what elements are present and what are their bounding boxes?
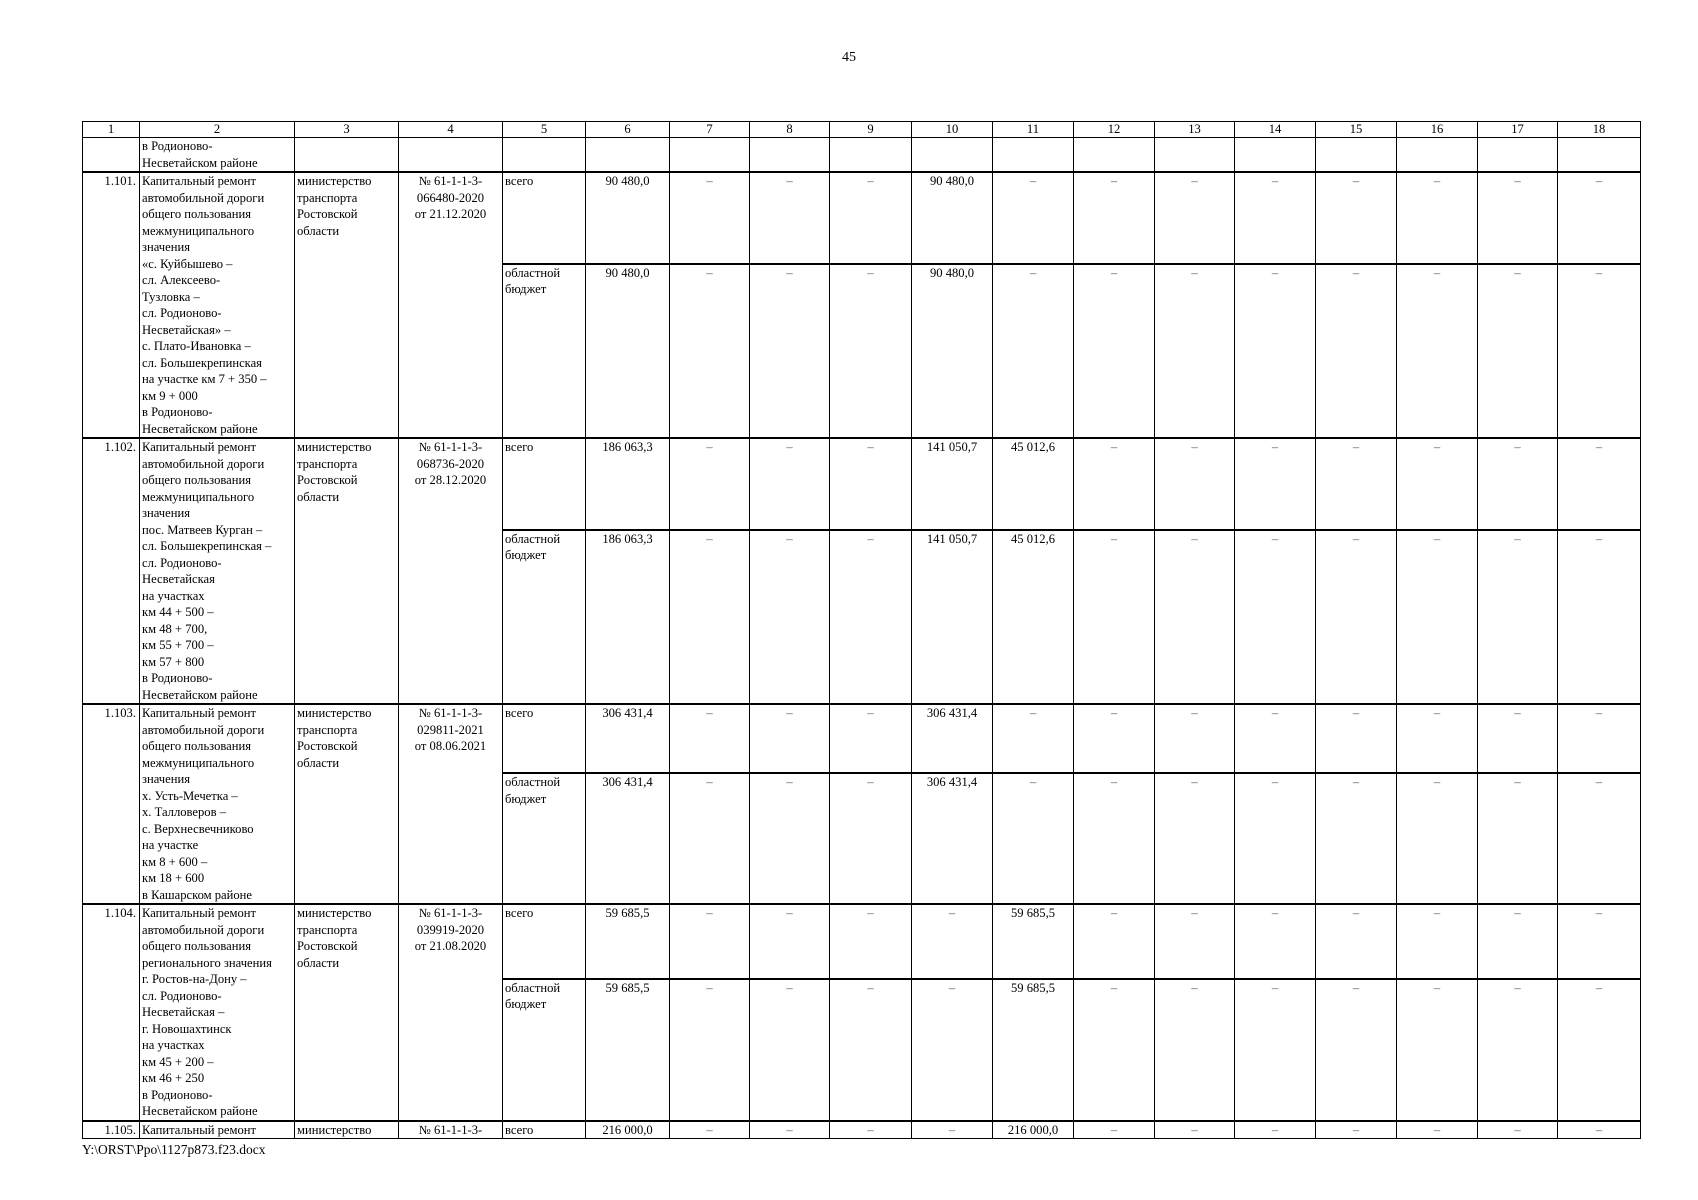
expertise-doc-line: от 21.12.2020 bbox=[414, 207, 487, 221]
value-cell: – bbox=[1316, 773, 1397, 904]
column-header-18: 18 bbox=[1558, 122, 1641, 138]
responsible-org-line: области bbox=[297, 223, 340, 238]
object-name-line: автомобильной дороги bbox=[142, 722, 265, 737]
value-cell: – bbox=[1397, 979, 1478, 1121]
cell-empty bbox=[912, 138, 993, 173]
value-cell: 90 480,0 bbox=[912, 264, 993, 438]
value-cell: – bbox=[670, 773, 750, 904]
value-cell: – bbox=[1397, 904, 1478, 979]
value-cell: – bbox=[1074, 704, 1155, 773]
value-cell: – bbox=[1397, 438, 1478, 530]
value-cell: 216 000,0 bbox=[993, 1121, 1074, 1139]
responsible-org-line: транспорта bbox=[297, 922, 358, 937]
responsible-org bbox=[295, 904, 399, 1121]
value-cell: – bbox=[670, 1121, 750, 1139]
value-cell: – bbox=[1074, 904, 1155, 979]
value-cell: – bbox=[670, 704, 750, 773]
value-cell: – bbox=[1558, 979, 1641, 1121]
value-cell: – bbox=[830, 979, 912, 1121]
value-cell: – bbox=[1155, 172, 1235, 264]
value-cell: – bbox=[750, 172, 830, 264]
value-cell: – bbox=[1316, 979, 1397, 1121]
value-cell: – bbox=[912, 979, 993, 1121]
cell-id bbox=[83, 138, 140, 173]
expertise-doc bbox=[399, 172, 503, 438]
responsible-org-line: Ростовской bbox=[297, 207, 358, 221]
column-header-4: 4 bbox=[399, 122, 503, 138]
column-header-10: 10 bbox=[912, 122, 993, 138]
value-cell: – bbox=[1074, 1121, 1155, 1139]
value-cell: – bbox=[1397, 1121, 1478, 1139]
value-cell: 59 685,5 bbox=[993, 979, 1074, 1121]
cell-empty bbox=[1316, 138, 1397, 173]
responsible-org-line: министерство bbox=[297, 440, 372, 454]
object-name-line: «с. Куйбышево – bbox=[142, 256, 233, 271]
value-cell: – bbox=[912, 904, 993, 979]
cell-empty bbox=[503, 138, 586, 173]
value-cell: – bbox=[1155, 704, 1235, 773]
object-name-line: в Родионово- bbox=[142, 405, 213, 419]
object-name-line: общего пользования bbox=[142, 207, 252, 221]
value-cell: – bbox=[830, 530, 912, 704]
table-row bbox=[83, 1121, 1641, 1139]
column-header-7: 7 bbox=[670, 122, 750, 138]
value-cell: – bbox=[750, 1121, 830, 1139]
value-cell: – bbox=[1155, 979, 1235, 1121]
column-header-13: 13 bbox=[1155, 122, 1235, 138]
object-name-line: сл. Большекрепинская bbox=[142, 355, 262, 370]
object-name-line: км 18 + 600 bbox=[142, 871, 205, 885]
cell-empty bbox=[399, 138, 503, 173]
value-cell: – bbox=[993, 773, 1074, 904]
value-cell: – bbox=[1316, 1121, 1397, 1139]
object-name bbox=[140, 172, 295, 438]
expertise-doc-line: 039919-2020 bbox=[416, 922, 485, 937]
object-name-line: на участках bbox=[142, 1038, 205, 1052]
document-path-footer: Y:\ORST\Ppo\1127p873.f23.docx bbox=[82, 1142, 266, 1157]
funding-source bbox=[503, 438, 586, 530]
value-cell: – bbox=[670, 530, 750, 704]
responsible-org bbox=[295, 704, 399, 904]
value-cell: – bbox=[1558, 704, 1641, 773]
value-cell: – bbox=[750, 773, 830, 904]
object-name-line: автомобильной дороги bbox=[142, 922, 265, 937]
object-name-line: Несветайском районе bbox=[142, 421, 258, 436]
object-name-line: в Кашарском районе bbox=[142, 887, 252, 902]
value-cell: – bbox=[750, 530, 830, 704]
object-name-line: значения bbox=[142, 240, 190, 254]
expertise-doc-line: от 08.06.2021 bbox=[414, 739, 487, 753]
column-header-1: 1 bbox=[83, 122, 140, 138]
row-number: 1.102. bbox=[83, 438, 140, 704]
object-name-line: межмуниципального bbox=[142, 755, 255, 770]
table-row bbox=[83, 172, 1641, 264]
value-cell: – bbox=[830, 704, 912, 773]
value-cell: – bbox=[993, 704, 1074, 773]
value-cell: – bbox=[1397, 530, 1478, 704]
object-name-line: на участке км 7 + 350 – bbox=[142, 372, 267, 386]
value-cell: – bbox=[1558, 530, 1641, 704]
expertise-doc-line: № 61-1-1-3- bbox=[418, 174, 483, 188]
value-cell: – bbox=[1155, 773, 1235, 904]
value-cell: – bbox=[1074, 979, 1155, 1121]
funding-source-line: всего bbox=[505, 706, 534, 720]
funding-source bbox=[503, 773, 586, 904]
value-cell: 90 480,0 bbox=[586, 172, 670, 264]
object-name-line: межмуниципального bbox=[142, 223, 255, 238]
value-cell: – bbox=[993, 264, 1074, 438]
value-cell: – bbox=[1235, 530, 1316, 704]
value-cell: 306 431,4 bbox=[912, 704, 993, 773]
value-cell: – bbox=[1316, 704, 1397, 773]
value-cell: – bbox=[830, 1121, 912, 1139]
expertise-doc-line: № 61-1-1-3- bbox=[418, 906, 483, 920]
object-name-line: км 44 + 500 – bbox=[142, 605, 214, 619]
value-cell: – bbox=[1235, 438, 1316, 530]
expertise-doc bbox=[399, 704, 503, 904]
object-name-line: х. Талловеров – bbox=[142, 805, 226, 819]
value-cell: 306 431,4 bbox=[586, 773, 670, 904]
value-cell: – bbox=[1397, 773, 1478, 904]
value-cell: – bbox=[1558, 264, 1641, 438]
object-name-line: сл. Родионово- bbox=[142, 988, 222, 1003]
value-cell: – bbox=[1558, 172, 1641, 264]
value-cell: 141 050,7 bbox=[912, 438, 993, 530]
cell-empty bbox=[750, 138, 830, 173]
funding-source bbox=[503, 530, 586, 704]
value-cell: – bbox=[830, 264, 912, 438]
object-name-line: Капитальный ремонт bbox=[142, 440, 257, 454]
responsible-org-line: министерство bbox=[297, 706, 372, 720]
column-header-16: 16 bbox=[1397, 122, 1478, 138]
value-cell: 186 063,3 bbox=[586, 530, 670, 704]
responsible-org-line: Ростовской bbox=[297, 739, 358, 753]
value-cell: – bbox=[1074, 773, 1155, 904]
value-cell: 59 685,5 bbox=[586, 979, 670, 1121]
responsible-org bbox=[295, 172, 399, 438]
column-header-11: 11 bbox=[993, 122, 1074, 138]
value-cell: – bbox=[670, 979, 750, 1121]
funding-source-line: областной bbox=[505, 531, 561, 546]
value-cell: 141 050,7 bbox=[912, 530, 993, 704]
object-name bbox=[140, 438, 295, 704]
value-cell: 45 012,6 bbox=[993, 438, 1074, 530]
object-name-line: км 46 + 250 bbox=[142, 1071, 205, 1085]
cell-empty bbox=[830, 138, 912, 173]
column-header-9: 9 bbox=[830, 122, 912, 138]
value-cell: – bbox=[1235, 773, 1316, 904]
object-name-line: значения bbox=[142, 506, 190, 520]
value-cell: 90 480,0 bbox=[912, 172, 993, 264]
value-cell: – bbox=[1316, 438, 1397, 530]
value-cell: – bbox=[1316, 172, 1397, 264]
continuation-row bbox=[83, 138, 1641, 173]
column-header-12: 12 bbox=[1074, 122, 1155, 138]
value-cell: – bbox=[670, 264, 750, 438]
object-name-line: в Родионово- bbox=[142, 1087, 213, 1102]
value-cell: – bbox=[1558, 1121, 1641, 1139]
funding-source bbox=[503, 172, 586, 264]
value-cell: – bbox=[750, 438, 830, 530]
value-cell: – bbox=[750, 979, 830, 1121]
value-cell: – bbox=[1478, 438, 1558, 530]
object-name-line: км 9 + 000 bbox=[142, 388, 198, 403]
page-number: 45 bbox=[842, 50, 856, 65]
column-header-14: 14 bbox=[1235, 122, 1316, 138]
expertise-doc-line: от 21.08.2020 bbox=[414, 939, 487, 953]
expertise-doc bbox=[399, 438, 503, 704]
expertise-doc: № 61-1-1-3- bbox=[399, 1121, 503, 1139]
expertise-doc bbox=[399, 904, 503, 1121]
expertise-doc-line: 029811-2021 bbox=[417, 722, 484, 737]
name-line: Несветайском районе bbox=[142, 155, 258, 170]
value-cell: – bbox=[750, 704, 830, 773]
funding-source-line: бюджет bbox=[505, 997, 547, 1012]
responsible-org-line: министерство bbox=[297, 906, 372, 920]
cell-empty bbox=[1235, 138, 1316, 173]
value-cell: – bbox=[1155, 530, 1235, 704]
value-cell: – bbox=[670, 904, 750, 979]
object-name-line: Капитальный ремонт bbox=[142, 174, 257, 188]
column-header-8: 8 bbox=[750, 122, 830, 138]
object-name-line: общего пользования bbox=[142, 473, 252, 487]
expertise-doc-line: № 61-1-1-3- bbox=[418, 440, 483, 454]
cell-empty bbox=[586, 138, 670, 173]
responsible-org-line: Ростовской bbox=[297, 473, 358, 487]
object-name-line: автомобильной дороги bbox=[142, 456, 265, 471]
funding-source-line: бюджет bbox=[505, 282, 547, 297]
value-cell: – bbox=[1558, 438, 1641, 530]
column-header-2: 2 bbox=[140, 122, 295, 138]
value-cell: – bbox=[1397, 704, 1478, 773]
funding-source-line: бюджет bbox=[505, 791, 547, 806]
value-cell: – bbox=[1074, 438, 1155, 530]
value-cell: – bbox=[993, 172, 1074, 264]
object-name-line: км 8 + 600 – bbox=[142, 854, 208, 869]
object-name-line: сл. Родионово- bbox=[142, 555, 222, 570]
cell-empty bbox=[993, 138, 1074, 173]
object-name: Капитальный ремонт bbox=[140, 1121, 295, 1139]
funding-source bbox=[503, 904, 586, 979]
value-cell: – bbox=[1074, 264, 1155, 438]
value-cell: 306 431,4 bbox=[586, 704, 670, 773]
funding-source-line: всего bbox=[505, 174, 534, 188]
object-name-line: на участке bbox=[142, 838, 199, 852]
value-cell: – bbox=[1235, 704, 1316, 773]
funding-source-line: областной bbox=[505, 265, 561, 280]
responsible-org-line: области bbox=[297, 755, 340, 770]
table-row bbox=[83, 438, 1641, 530]
value-cell: – bbox=[1235, 264, 1316, 438]
value-cell: – bbox=[1235, 172, 1316, 264]
cell-empty bbox=[295, 138, 399, 173]
expertise-doc-line: 066480-2020 bbox=[416, 190, 485, 205]
value-cell: – bbox=[830, 172, 912, 264]
table-row bbox=[83, 904, 1641, 979]
value-cell: 90 480,0 bbox=[586, 264, 670, 438]
object-name-line: автомобильной дороги bbox=[142, 190, 265, 205]
value-cell: – bbox=[1155, 438, 1235, 530]
cell-empty bbox=[670, 138, 750, 173]
object-name-line: на участках bbox=[142, 588, 205, 603]
value-cell: – bbox=[830, 773, 912, 904]
object-name-line: Несветайская – bbox=[142, 1005, 225, 1019]
program-table bbox=[82, 121, 1641, 1139]
cell-name bbox=[140, 138, 295, 173]
funding-source-line: областной bbox=[505, 980, 561, 995]
name-line: в Родионово- bbox=[142, 139, 213, 153]
value-cell: – bbox=[1155, 1121, 1235, 1139]
object-name-line: Несветайская bbox=[142, 572, 215, 586]
cell-empty bbox=[1478, 138, 1558, 173]
value-cell: – bbox=[1478, 904, 1558, 979]
object-name-line: межмуниципального bbox=[142, 489, 255, 504]
cell-empty bbox=[1558, 138, 1641, 173]
value-cell: – bbox=[1074, 172, 1155, 264]
object-name-line: км 55 + 700 – bbox=[142, 638, 214, 652]
value-cell: 45 012,6 bbox=[993, 530, 1074, 704]
value-cell: – bbox=[1235, 1121, 1316, 1139]
object-name-line: общего пользования bbox=[142, 739, 252, 753]
responsible-org-line: министерство bbox=[297, 174, 372, 188]
value-cell: – bbox=[1478, 773, 1558, 904]
value-cell: – bbox=[1316, 904, 1397, 979]
value-cell: – bbox=[1478, 530, 1558, 704]
value-cell: – bbox=[1478, 1121, 1558, 1139]
funding-source: всего bbox=[503, 1121, 586, 1139]
responsible-org bbox=[295, 438, 399, 704]
value-cell: – bbox=[1155, 904, 1235, 979]
row-number: 1.104. bbox=[83, 904, 140, 1121]
responsible-org: министерство bbox=[295, 1121, 399, 1139]
funding-source-line: всего bbox=[505, 440, 534, 454]
expertise-doc-line: № 61-1-1-3- bbox=[418, 706, 483, 720]
row-number: 1.103. bbox=[83, 704, 140, 904]
funding-source bbox=[503, 979, 586, 1121]
value-cell: – bbox=[1074, 530, 1155, 704]
object-name-line: сл. Большекрепинская – bbox=[142, 539, 272, 553]
object-name-line: г. Новошахтинск bbox=[142, 1021, 232, 1036]
responsible-org-line: области bbox=[297, 489, 340, 504]
object-name-line: Несветайском районе bbox=[142, 687, 258, 702]
object-name-line: г. Ростов-на-Дону – bbox=[142, 972, 247, 986]
value-cell: – bbox=[1478, 979, 1558, 1121]
table-body bbox=[83, 138, 1641, 1139]
object-name bbox=[140, 704, 295, 904]
object-name-line: Тузловка – bbox=[142, 289, 200, 304]
value-cell: – bbox=[1478, 264, 1558, 438]
value-cell: – bbox=[1397, 264, 1478, 438]
column-header-15: 15 bbox=[1316, 122, 1397, 138]
column-header-5: 5 bbox=[503, 122, 586, 138]
funding-source-line: областной bbox=[505, 775, 561, 790]
object-name-line: пос. Матвеев Курган – bbox=[142, 522, 263, 537]
object-name-line: с. Плато-Ивановка – bbox=[142, 339, 251, 353]
value-cell: 306 431,4 bbox=[912, 773, 993, 904]
object-name-line: Несветайская» – bbox=[142, 322, 231, 337]
value-cell: – bbox=[830, 904, 912, 979]
column-header-17: 17 bbox=[1478, 122, 1558, 138]
value-cell: – bbox=[750, 904, 830, 979]
value-cell: – bbox=[830, 438, 912, 530]
column-header-3: 3 bbox=[295, 122, 399, 138]
expertise-doc-line: 068736-2020 bbox=[416, 456, 485, 471]
value-cell: 216 000,0 bbox=[586, 1121, 670, 1139]
object-name bbox=[140, 904, 295, 1121]
funding-source bbox=[503, 264, 586, 438]
column-header-6: 6 bbox=[586, 122, 670, 138]
object-name-line: Капитальный ремонт bbox=[142, 706, 257, 720]
responsible-org-line: транспорта bbox=[297, 190, 358, 205]
object-name-line: Несветайском районе bbox=[142, 1104, 258, 1118]
value-cell: – bbox=[1235, 904, 1316, 979]
object-name-line: км 57 + 800 bbox=[142, 654, 205, 669]
value-cell: 59 685,5 bbox=[993, 904, 1074, 979]
value-cell: – bbox=[1478, 704, 1558, 773]
value-cell: – bbox=[1155, 264, 1235, 438]
expertise-doc-line: от 28.12.2020 bbox=[414, 473, 487, 487]
value-cell: 186 063,3 bbox=[586, 438, 670, 530]
object-name-line: с. Верхнесвечниково bbox=[142, 821, 254, 836]
value-cell: 59 685,5 bbox=[586, 904, 670, 979]
object-name-line: км 48 + 700, bbox=[142, 621, 208, 636]
cell-empty bbox=[1074, 138, 1155, 173]
row-number: 1.101. bbox=[83, 172, 140, 438]
object-name-line: сл. Алексеево- bbox=[142, 273, 221, 287]
table-container bbox=[82, 121, 1641, 1139]
value-cell: – bbox=[1235, 979, 1316, 1121]
value-cell: – bbox=[912, 1121, 993, 1139]
object-name-line: регионального значения bbox=[142, 955, 272, 970]
funding-source-line: бюджет bbox=[505, 548, 547, 563]
object-name-line: в Родионово- bbox=[142, 671, 213, 685]
value-cell: – bbox=[1558, 904, 1641, 979]
object-name-line: сл. Родионово- bbox=[142, 306, 222, 320]
responsible-org-line: Ростовской bbox=[297, 939, 358, 953]
cell-empty bbox=[1155, 138, 1235, 173]
funding-source bbox=[503, 704, 586, 773]
object-name-line: х. Усть-Мечетка – bbox=[142, 788, 238, 803]
value-cell: – bbox=[1316, 530, 1397, 704]
value-cell: – bbox=[1316, 264, 1397, 438]
cell-empty bbox=[1397, 138, 1478, 173]
table-row bbox=[83, 704, 1641, 773]
responsible-org-line: транспорта bbox=[297, 456, 358, 471]
row-number: 1.105. bbox=[83, 1121, 140, 1139]
value-cell: – bbox=[670, 438, 750, 530]
value-cell: – bbox=[670, 172, 750, 264]
value-cell: – bbox=[1397, 172, 1478, 264]
responsible-org-line: транспорта bbox=[297, 722, 358, 737]
object-name-line: Капитальный ремонт bbox=[142, 906, 257, 920]
responsible-org-line: области bbox=[297, 955, 340, 970]
value-cell: – bbox=[1478, 172, 1558, 264]
value-cell: – bbox=[1558, 773, 1641, 904]
value-cell: – bbox=[750, 264, 830, 438]
header-row bbox=[83, 122, 1641, 138]
object-name-line: общего пользования bbox=[142, 939, 252, 953]
funding-source-line: всего bbox=[505, 906, 534, 920]
object-name-line: км 45 + 200 – bbox=[142, 1054, 214, 1069]
object-name-line: значения bbox=[142, 772, 190, 786]
